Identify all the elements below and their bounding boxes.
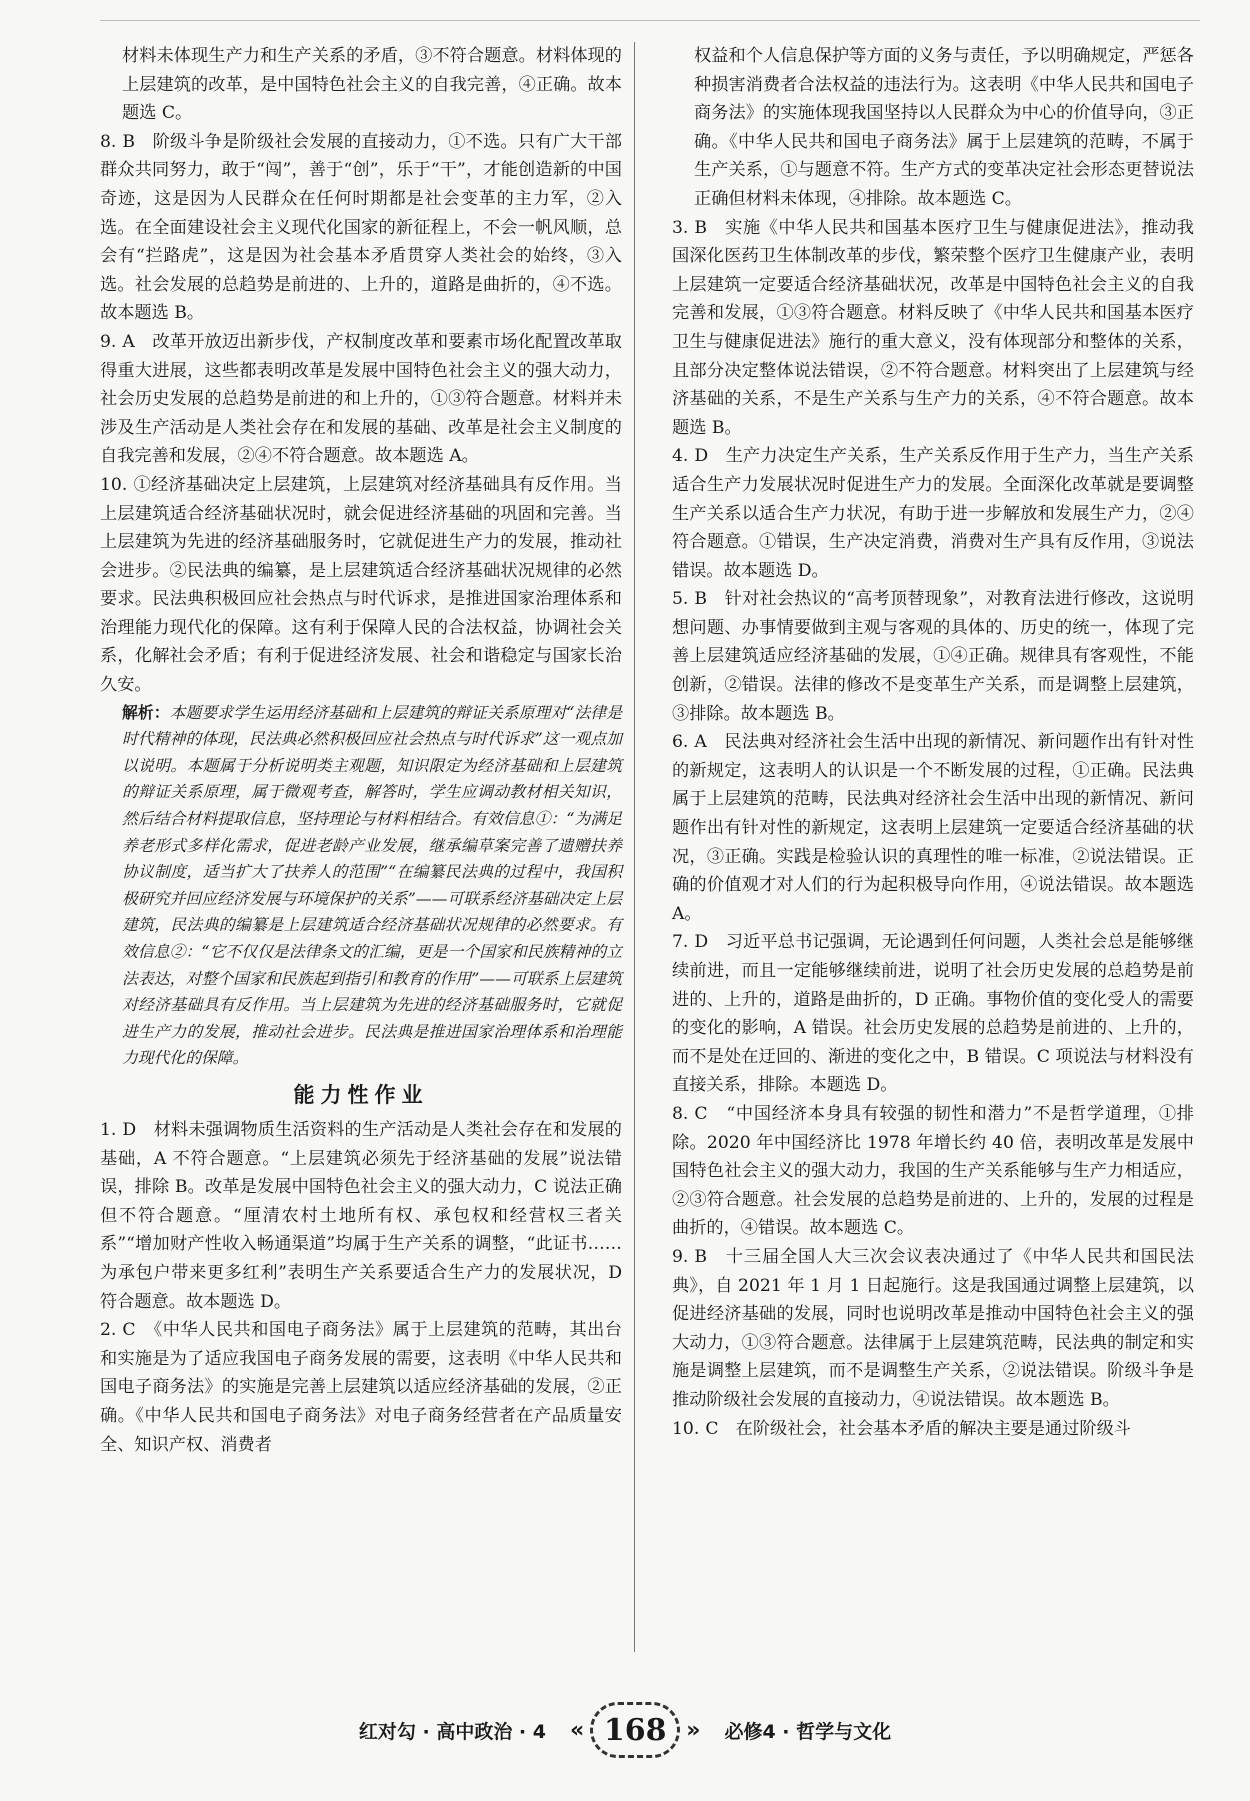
left-column bbox=[100, 42, 622, 1459]
item-text: D 生产力决定生产关系，生产关系反作用于生产力，当生产关系适合生产力发展状况时促进生产力的发展。全面深化改革就是要调整生产关系以适合生产力状况，有助于进一步解放和发展生产力，②④符合题意。①错误，生产决定消费，消费对生产具有反作用，③说法错误。故本题选 D。 bbox=[672, 446, 1194, 581]
item-number: 5. bbox=[672, 589, 689, 610]
item-text: D 材料未强调物质生活资料的生产活动是人类社会存在和发展的基础，A 不符合题意。“上层建筑必须先于经济基础的发展”说法错误，排除 B。改革是发展中国特色社会主义的强大动力，C 说法正确但不符合题意。“厘清农村土地所有权、承包权和经营权三者关系”“增加财产性收入畅通渠道”均属于生产关系的调整，“此证书……为承包户带来更多红利”表明生产关系要适合生产力的发展状况，D 符合题意。故本题选 D。 bbox=[100, 1119, 622, 1312]
item-number: 4. bbox=[672, 446, 689, 467]
item-number: 7. bbox=[672, 932, 689, 953]
item-number: 10. bbox=[672, 1418, 700, 1439]
chevron-right-icon: » bbox=[686, 1717, 701, 1743]
answer-item-3 bbox=[672, 214, 1194, 443]
item-text: C “中国经济本身具有较强的韧性和潜力”不是哲学道理，①排除。2020 年中国经济比 1978 年增长约 40 倍，表明改革是发展中国特色社会主义的强大动力，我国的生产关系能够与生产力相适应，②③符合题意。社会发展的总趋势是前进的、上升的，发展的过程是曲折的，④错误。故本题选 C。 bbox=[672, 1103, 1194, 1239]
answer-item-1 bbox=[100, 1116, 622, 1316]
footer-book-title: 红对勾 · 高中政治 · 4 bbox=[358, 1720, 546, 1743]
item-text: B 实施《中华人民共和国基本医疗卫生与健康促进法》，推动我国深化医药卫生体制改革的步伐，繁荣整个医疗卫生健康产业，表明上层建筑一定要适合经济基础状况，改革是中国特色社会主义的自我完善和发展，①③符合题意。材料反映了《中华人民共和国基本医疗卫生与健康促进法》施行的重大意义，没有体现部分和整体的关系，且部分决定整体说法错误，②不符合题意。材料突出了上层建筑与经济基础的关系，不是生产关系与生产力的关系，④不符合题意。故本题选 B。 bbox=[672, 217, 1194, 438]
answer-item-6 bbox=[672, 728, 1194, 928]
item-text: C 在阶级社会，社会基本矛盾的解决主要是通过阶级斗 bbox=[705, 1418, 1131, 1439]
analysis-block bbox=[100, 700, 622, 1072]
answer-item-9b bbox=[672, 1243, 1194, 1415]
item-number: 9. bbox=[100, 331, 117, 352]
item-number: 8. bbox=[100, 131, 117, 152]
item-number: 6. bbox=[672, 732, 689, 753]
item-text: C 《中华人民共和国电子商务法》属于上层建筑的范畴，其出台和实施是为了适应我国电子商务发展的需要，这表明《中华人民共和国电子商务法》的实施是完善上层建筑以适应经济基础的发展，②正确。《中华人民共和国电子商务法》对电子商务经营者在产品质量安全、知识产权、消费者 bbox=[100, 1320, 622, 1455]
item-number: 2. bbox=[100, 1320, 117, 1341]
item-text: B 阶级斗争是阶级社会发展的直接动力，①不选。只有广大干部群众共同努力，敢于“闯”，善于“创”，乐于“干”，才能创造新的中国奇迹，这是因为人民群众在任何时期都是社会变革的主力军，②入选。在全面建设社会主义现代化国家的新征程上，不会一帆风顺，总会有“拦路虎”，这是因为社会基本矛盾贯穿人类社会的始终，③入选。社会发展的总趋势是前进的、上升的，道路是曲折的，④不选。故本题选 B。 bbox=[100, 131, 622, 324]
answer-item-8b bbox=[672, 1100, 1194, 1243]
top-rule bbox=[100, 20, 1200, 21]
answer-item-4 bbox=[672, 442, 1194, 585]
item-number: 3. bbox=[672, 217, 689, 238]
answer-item-2 bbox=[100, 1316, 622, 1459]
answer-item-8 bbox=[100, 128, 622, 328]
answer-item-10 bbox=[100, 471, 622, 700]
item-text: B 针对社会热议的“高考顶替现象”，对教育法进行修改，这说明想问题、办事情要做到主观与客观的具体的、历史的统一，体现了完善上层建筑适应经济基础的发展，①④正确。规律具有客观性，不能创新，②错误。法律的修改不是变革生产关系，而是调整上层建筑，③排除。故本题选 B。 bbox=[672, 589, 1194, 724]
item-number: 1. bbox=[100, 1119, 117, 1140]
item-text: D 习近平总书记强调，无论遇到任何问题，人类社会总是能够继续前进，而且一定能够继续前进，说明了社会历史发展的总趋势是前进的、上升的，道路是曲折的，D 正确。事物价值的变化受人的需要的变化的影响，A 错误。社会历史发展的总趋势是前进的、上升的，而不是处在迂回的、渐进的变化之中，B 错误。C 项说法与材料没有直接关系，排除。本题选 D。 bbox=[672, 932, 1194, 1096]
footer-volume-title: 必修4 · 哲学与文化 bbox=[724, 1720, 892, 1743]
answer-item-7 bbox=[672, 928, 1194, 1100]
answer-item-5 bbox=[672, 585, 1194, 728]
item-text: A 改革开放迈出新步伐，产权制度改革和要素市场化配置改革取得重大进展，这些都表明改革是发展中国特色社会主义的强大动力，社会历史发展的总趋势是前进的和上升的，①③符合题意。材料并未涉及生产活动是人类社会存在和发展的基础、改革是社会主义制度的自我完善和发展，②④不符合题意。故本题选 A。 bbox=[100, 331, 622, 467]
answer-item-10b bbox=[672, 1415, 1194, 1444]
item-text: ①经济基础决定上层建筑，上层建筑对经济基础具有反作用。当上层建筑适合经济基础状况时，就会促进经济基础的巩固和完善。当上层建筑为先进的经济基础服务时，它就促进生产力的发展，推动社会进步。②民法典的编纂，是上层建筑适合经济基础状况规律的必然要求。民法典积极回应社会热点与时代诉求，是推进国家治理体系和治理能力现代化的保障。这有利于保障人民的合法权益，协调社会关系，化解社会矛盾；有利于促进经济发展、社会和谐稳定与国家长治久安。 bbox=[100, 474, 622, 696]
left-continued-paragraph: 材料未体现生产力和生产关系的矛盾，③不符合题意。材料体现的上层建筑的改革，是中国特色社会主义的自我完善，④正确。故本题选 C。 bbox=[122, 46, 622, 124]
answer-item-9 bbox=[100, 328, 622, 471]
item-text: B 十三届全国人大三次会议表决通过了《中华人民共和国民法典》，自 2021 年 1 月 1 日起施行。这是我国通过调整上层建筑，以促进经济基础的发展，同时也说明改革是推动中国特色社会主义的强大动力，①③符合题意。法律属于上层建筑范畴，民法典的制定和实施是调整上层建筑，而不是调整生产关系，②说法错误。阶级斗争是推动阶级社会发展的直接动力，④说法错误。故本题选 B。 bbox=[672, 1246, 1194, 1410]
page-number: 168 bbox=[590, 1702, 680, 1758]
right-continued-paragraph: 权益和个人信息保护等方面的义务与责任，予以明确规定，严惩各种损害消费者合法权益的违法行为。这表明《中华人民共和国电子商务法》的实施体现我国坚持以人民群众为中心的价值导向，③正确。《中华人民共和国电子商务法》属于上层建筑的范畴，不属于生产关系，①与题意不符。生产方式的变革决定社会形态更替说法正确但材料未体现，④排除。故本题选 C。 bbox=[694, 46, 1194, 209]
right-column bbox=[672, 42, 1194, 1443]
item-text: A 民法典对经济社会生活中出现的新情况、新问题作出有针对性的新规定，这表明人的认识是一个不断发展的过程，①正确。民法典属于上层建筑的范畴，民法典对经济社会生活中出现的新情况、新问题作出有针对性的新规定，这表明上层建筑一定要适合经济基础的状况，③正确。实践是检验认识的真理性的唯一标准，②说法错误。正确的价值观才对人们的行为起积极导向作用，④说法错误。故本题选 A。 bbox=[672, 732, 1194, 924]
chevron-left-icon: « bbox=[570, 1717, 585, 1743]
analysis-text: 本题要求学生运用经济基础和上层建筑的辩证关系原理对“法律是时代精神的体现，民法典必然积极回应社会热点与时代诉求”这一观点加以说明。本题属于分析说明类主观题，知识限定为经济基础和上层建筑的辩证关系原理，属于微观考查，解答时，学生应调动教材相关知识，然后结合材料提取信息，坚持理论与材料相结合。有效信息①：“为满足养老形式多样化需求，促进老龄产业发展，继承编草案完善了遗赠扶养协议制度，适当扩大了扶养人的范围”“在编纂民法典的过程中，我国积极研究并回应经济发展与环境保护的关系”——可联系经济基础决定上层建筑，民法典的编纂是上层建筑适合经济基础状况规律的必然要求。有效信息②：“它不仅仅是法律条文的汇编，更是一个国家和民族精神的立法表达，对整个国家和民族起到指引和教育的作用”——可联系上层建筑对经济基础具有反作用。当上层建筑为先进的经济基础服务时，它就促进生产力的发展，推动社会进步。民法典是推进国家治理体系和治理能力现代化的保障。 bbox=[122, 702, 622, 1068]
section-title: 能力性作业 bbox=[293, 1082, 429, 1107]
item-number: 10. bbox=[100, 474, 128, 495]
item-number: 8. bbox=[672, 1103, 689, 1124]
page-footer bbox=[0, 1700, 1250, 1760]
analysis-label: 解析： bbox=[122, 702, 170, 722]
item-number: 9. bbox=[672, 1246, 689, 1267]
column-divider bbox=[634, 42, 635, 1652]
